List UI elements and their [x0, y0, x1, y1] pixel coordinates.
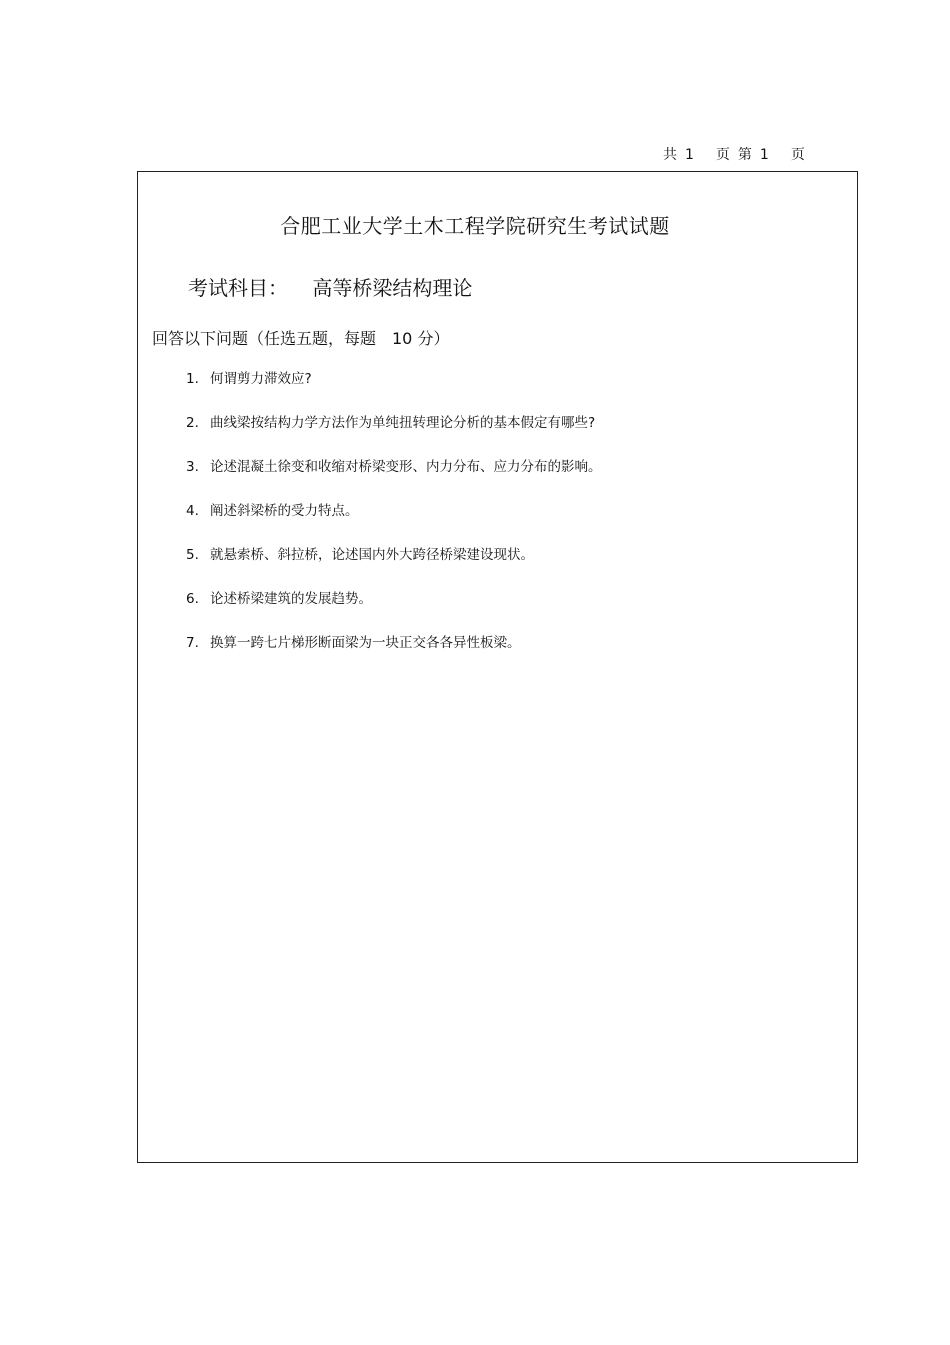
total-pages: 1 — [685, 147, 694, 163]
page-unit: 页 — [715, 147, 730, 163]
question-number: 6. — [186, 591, 199, 607]
question-item — [186, 589, 602, 633]
question-text: 换算一跨七片梯形断面梁为一块正交各各异性板梁。 — [210, 635, 521, 651]
question-text: 曲线梁按结构力学方法作为单纯扭转理论分析的基本假定有哪些? — [210, 415, 596, 431]
question-item — [186, 501, 602, 545]
question-item — [186, 457, 602, 501]
question-text: 就悬索桥、斜拉桥，论述国内外大跨径桥梁建设现状。 — [210, 547, 534, 563]
total-prefix: 共 — [663, 147, 677, 163]
subject-value: 高等桥梁结构理论 — [312, 276, 473, 300]
question-number: 4. — [186, 503, 199, 519]
question-item — [186, 413, 602, 457]
question-text: 阐述斜梁桥的受力特点。 — [210, 503, 359, 519]
page-counter — [663, 144, 805, 164]
question-list — [186, 369, 602, 677]
question-item — [186, 545, 602, 589]
subject-label: 考试科目： — [188, 276, 288, 300]
question-text: 论述混凝土徐变和收缩对桥梁变形、内力分布、应力分布的影响。 — [210, 459, 602, 475]
question-item — [186, 633, 602, 677]
subject-row — [188, 272, 472, 301]
question-number: 3. — [186, 459, 199, 475]
current-prefix: 第 — [737, 147, 752, 163]
question-number: 7. — [186, 635, 199, 651]
question-number: 5. — [186, 547, 199, 563]
page-unit-2: 页 — [790, 147, 805, 163]
current-page: 1 — [759, 147, 769, 163]
exam-title: 合肥工业大学土木工程学院研究生考试试题 — [280, 214, 670, 238]
question-item — [186, 369, 602, 413]
question-text: 论述桥梁建筑的发展趋势。 — [210, 591, 372, 607]
question-number: 1. — [186, 371, 199, 387]
instructions: 回答以下问题（任选五题，每题 10 分） — [152, 329, 450, 348]
question-number: 2. — [186, 415, 199, 431]
question-text: 何谓剪力滞效应? — [210, 371, 312, 387]
